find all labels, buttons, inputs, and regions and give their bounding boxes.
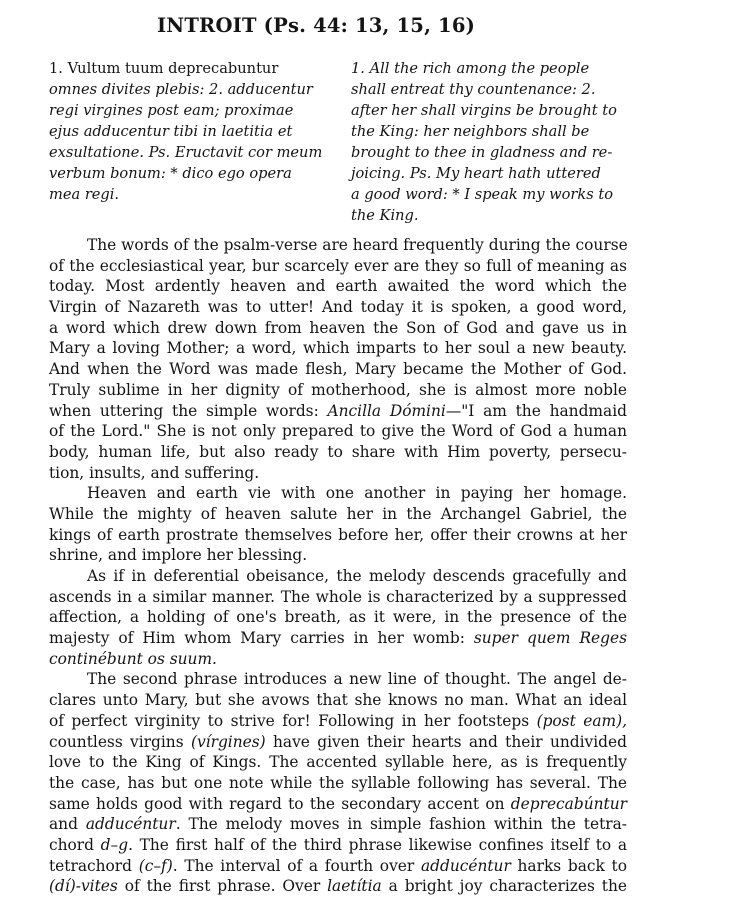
paragraph-line: of the Lord." She is not only prepared to give the Word of God a human [49, 422, 627, 441]
paragraph-line: shrine, and implore her blessing. [49, 546, 308, 565]
paragraph-line: majesty of Him whom Mary carries in her womb: super quem Reges [49, 629, 627, 648]
paragraph-line: The words of the psalm-verse are heard frequently during the course [87, 236, 628, 254]
paragraph-line: and adducéntur. The melody moves in simple fashion within the tetra- [49, 815, 627, 834]
section-title: INTROIT (Ps. 44: 13, 15, 16) [156, 14, 476, 37]
paragraph-line: kings of earth prostrate themselves before her, offer their crowns at her [49, 525, 627, 544]
paragraph-line: ascends in a similar manner. The whole is characterized by a suppressed [49, 587, 627, 606]
latin-text-column [49, 58, 329, 205]
latin-line: omnes divites plebis: 2. adducentur [49, 81, 313, 98]
latin-line: regi virgines post eam; proximae [49, 102, 294, 119]
paragraph-line: Virgin of Nazareth was to utter! And today it is spoken, a good word, [49, 298, 627, 317]
paragraph-line: of the ecclesiastical year, bur scarcely ever are they so full of meaning as [49, 256, 627, 275]
paragraph-line: love to the King of Kings. The accented syllable here, as is frequently [49, 753, 627, 772]
paragraph-line: clares unto Mary, but she avows that she knows no man. What an ideal [49, 691, 627, 710]
english-line: a good word: * I speak my works to [351, 186, 613, 203]
latin-line: ejus adducentur tibi in laetitia et [49, 123, 293, 140]
english-line: 1. All the rich among the people [351, 60, 590, 77]
latin-line: verbum bonum: * dico ego opera [49, 165, 292, 182]
paragraph-line: And when the Word was made flesh, Mary became the Mother of God. [49, 360, 627, 379]
english-line: joicing. Ps. My heart hath uttered [351, 165, 601, 182]
english-line: shall entreat thy countenance: 2. [351, 81, 596, 98]
paragraph-line: body, human life, but also ready to share with Him poverty, persecu- [49, 442, 627, 461]
paragraph-line: Truly sublime in her dignity of motherhood, she is almost more noble [49, 380, 627, 399]
english-translation-column [351, 58, 627, 226]
paragraph-line: the case, has but one note while the syllable following has several. The [49, 773, 627, 792]
paragraph-line: Mary a loving Mother; a word, which imparts to her soul a new beauty. [49, 339, 627, 358]
paragraph-line: continébunt os suum. [49, 649, 217, 668]
paragraph-line: today. Most ardently heaven and earth awaited the word which the [49, 277, 627, 296]
english-line: after her shall virgins be brought to [351, 102, 617, 119]
latin-line: 1. Vultum tuum deprecabuntur [49, 60, 279, 77]
paragraph-line: While the mighty of heaven salute her in the Archangel Gabriel, the [49, 504, 627, 523]
english-line: brought to thee in gladness and re- [351, 144, 613, 161]
paragraph-line: of perfect virginity to strive for! Following in her footsteps (post eam), [49, 711, 627, 730]
paragraph-line: chord d–g. The first half of the third phrase likewise confines itself to a [49, 835, 627, 854]
paragraph-line: tion, insults, and suffering. [49, 463, 260, 482]
paragraph-line: countless virgins (vírgines) have given their hearts and their undivided [49, 732, 627, 751]
commentary-text [49, 235, 627, 897]
paragraph-line: tetrachord (c–f). The interval of a fourth over adducéntur harks back to [49, 856, 627, 875]
paragraph-line: same holds good with regard to the secondary accent on deprecabúntur [49, 794, 627, 813]
english-line: the King: her neighbors shall be [351, 123, 590, 140]
paragraph-line: affection, a holding of one's breath, as it were, in the presence of the [49, 608, 627, 627]
paragraph-line: a word which drew down from heaven the Son of God and gave us in [49, 318, 627, 337]
english-line: the King. [351, 207, 419, 224]
paragraph-line: The second phrase introduces a new line of thought. The angel de- [87, 670, 627, 689]
latin-line: exsultatione. Ps. Eructavit cor meum [49, 144, 323, 161]
paragraph-line: As if in deferential obeisance, the melody descends gracefully and [87, 567, 627, 585]
paragraph-line: (dí)-vites of the first phrase. Over laetítia a bright joy characterizes the [49, 877, 627, 896]
paragraph-line: when uttering the simple words: Ancilla Dómini—"I am the handmaid [49, 401, 627, 420]
latin-line: mea regi. [49, 186, 120, 203]
paragraph-line: Heaven and earth vie with one another in paying her homage. [87, 484, 627, 503]
